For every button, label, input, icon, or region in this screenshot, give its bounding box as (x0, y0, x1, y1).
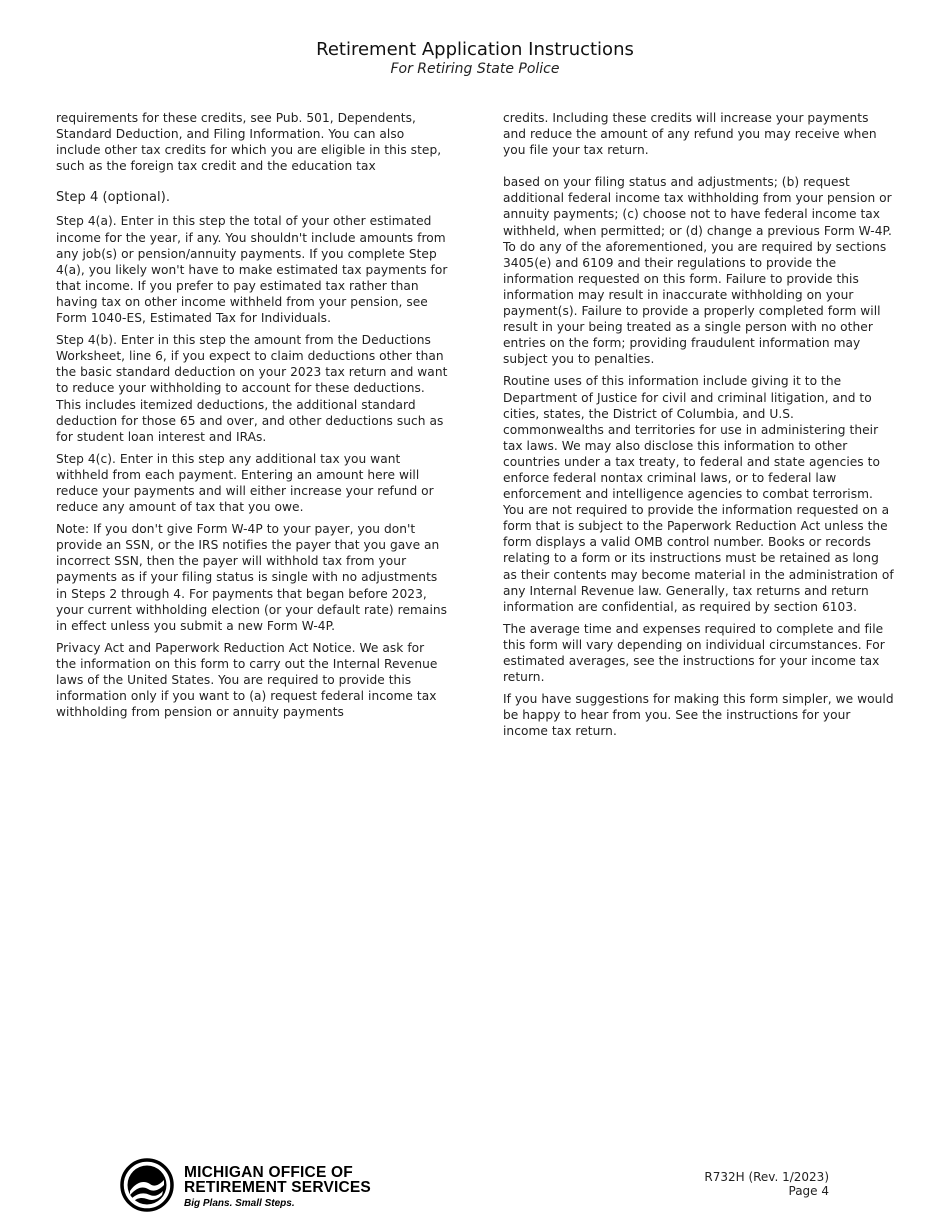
paragraph-step4-heading: Step 4 (optional). (56, 190, 170, 206)
paragraph-step4b: Step 4(b). Enter in this step the amount from the Deductions Worksheet, line 6, if you expect to claim deductions other than the basic standard deduction on your 2023 tax return and want to reduce your withholding to account for these deductions. This includes itemized deductions, the additional standard deduction for those 65 and over, and other deductions such as for student loan interest and IRAs. (56, 333, 448, 444)
paragraph-credits-continued: requirements for these credits, see Pub. 501, Dependents, Standard Deduction, and Filing Information. You can also include other tax credits for which you are eligible in this step, such as the foreign tax credit and the education tax (56, 111, 442, 174)
footer-form-info (704, 1170, 829, 1198)
page-title: Retirement Application Instructions (316, 39, 634, 60)
paragraph-average-time: The average time and expenses required to complete and file this form will vary depending on individual circumstances. For estimated averages, see the instructions for your income tax return. (503, 621, 885, 685)
logo-line-2: RETIREMENT SERVICES (184, 1179, 371, 1196)
page-header (0, 39, 950, 78)
paragraph-step4a: Step 4(a). Enter in this step the total of your other estimated income for the year, if any. You shouldn't include amounts from any job(s) or pension/annuity payments. If you complete Step 4(a), you likely won't have to make estimated tax payments for that income. If you prefer to pay estimated tax rather than having tax on other income withheld from your pension, see Form 1040-ES, Estimated Tax for Individuals. (56, 214, 448, 326)
paragraph-suggestions: If you have suggestions for making this form simpler, we would be happy to hear from you. See the instructions for your income tax return. (503, 692, 894, 739)
logo-line-1: MICHIGAN OFFICE OF (184, 1164, 353, 1181)
logo-tagline: Big Plans. Small Steps. (184, 1198, 295, 1209)
paragraph-privacy-continued: based on your filing status and adjustments; (b) request additional federal income tax withholding from your pension or annuity payments; (c) choose not to have federal income tax withheld, when permitted; or (d) change a previous Form W-4P. To do any of the aforementioned, you are required by sections 3405(e) and 6109 and their regulations to provide the information requested on this form. Failure to provide this information may result in inaccurate withholding on your payment(s). Failure to provide a properly completed form will result in your being treated as a single person with no other entries on the form; providing fraudulent information may subject you to penalties. (503, 175, 892, 367)
page-subtitle: For Retiring State Police (390, 61, 560, 77)
right-column (503, 110, 895, 745)
paragraph-privacy-act: Privacy Act and Paperwork Reduction Act Notice. We ask for the information on this form to carry out the Internal Revenue laws of the United States. You are required to provide this information only if you want to (a) request federal income tax withholding from pension or annuity payments (56, 640, 438, 720)
left-column (56, 110, 448, 726)
paragraph-routine-uses: Routine uses of this information include giving it to the Department of Justice for civil and criminal litigation, and to cities, states, the District of Columbia, and U.S. commonwealths and territories for use in administering their tax laws. We may also disclose this information to other countries under a tax treaty, to federal and state agencies to enforce federal nontax criminal laws, or to federal law enforcement and intelligence agencies to combat terrorism. You are not required to provide the information requested on a form that is subject to the Paperwork Reduction Act unless the form displays a valid OMB control number. Books or records relating to a form or its instructions must be retained as long as their contents may become material in the administration of any Internal Revenue law. Generally, tax returns and return information are confidential, as required by section 6103. (503, 374, 894, 614)
paragraph-step4c: Step 4(c). Enter in this step any additional tax you want withheld from each payment. Entering an amount here will reduce your payments and will either increase your refund or reduce any amount of tax that you owe. (56, 451, 434, 515)
paragraph-credits-end: credits. Including these credits will increase your payments and reduce the amount of any refund you may receive when you file your tax return. (503, 111, 877, 158)
logo-wordmark (184, 1165, 371, 1210)
mors-logo (120, 1158, 420, 1214)
paragraph-note: Note: If you don't give Form W-4P to your payer, you don't provide an SSN, or the IRS notifies the payer that you gave an incorrect SSN, then the payer will withhold tax from your payments as if your filing status is single with no adjustments in Steps 2 through 4. For payments that began before 2023, your current withholding election (or your default rate) remains in effect unless you submit a new Form W-4P. (56, 522, 448, 633)
michigan-logo-icon (120, 1158, 174, 1212)
form-id: R732H (Rev. 1/2023) (704, 1170, 829, 1184)
page-number: Page 4 (788, 1184, 829, 1198)
